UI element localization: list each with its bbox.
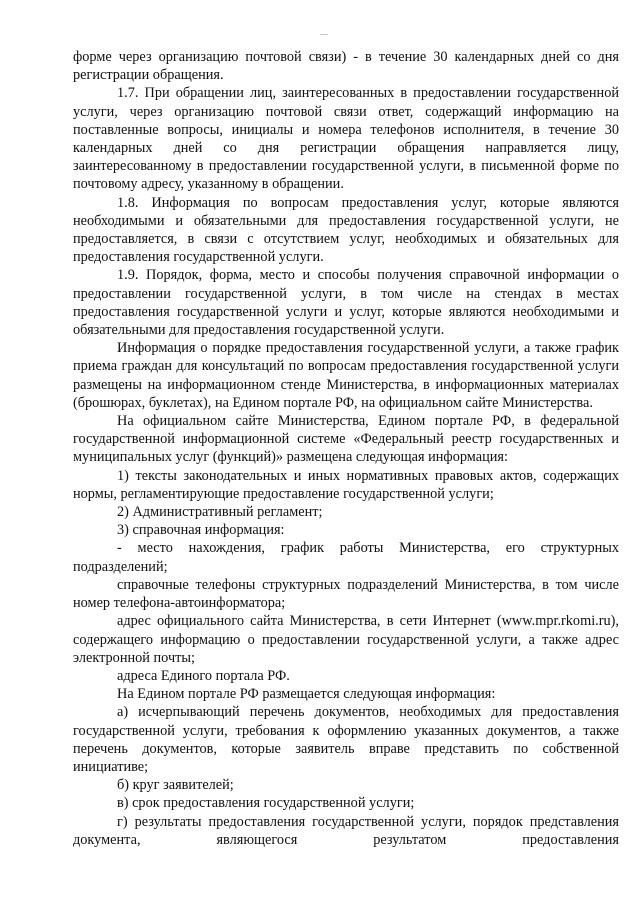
paragraph: 2) Административный регламент; bbox=[117, 504, 323, 521]
paragraph: - место нахождения, график работы Министерства, его структурных подразделений; bbox=[73, 540, 619, 575]
paragraph: 1) тексты законодательных и иных нормативных правовых актов, содержащих нормы, регламентирующие предоставление государственной услуги; bbox=[73, 467, 619, 502]
scan-artifact bbox=[320, 34, 328, 35]
document-page bbox=[73, 48, 619, 849]
paragraph: форме через организацию почтовой связи) - в течение 30 календарных дней со дня регистрации обращения. bbox=[73, 49, 619, 84]
paragraph: а) исчерпывающий перечень документов, необходимых для предоставления государственной услуги, требования к оформлению указанных документов, а также перечень документов, которые заявитель вправе представить по собственной инициативе; bbox=[73, 704, 619, 775]
paragraph: г) результаты предоставления государственной услуги, порядок представления документа, являющегося результатом предоставления bbox=[73, 813, 619, 848]
paragraph: 1.7. При обращении лиц, заинтересованных в предоставлении государственной услуги, через организацию почтовой связи ответ, содержащий информацию на поставленные вопросы, инициалы и номера телефонов исполнителя, в течение 30 календарных дней со дня регистрации обращения направляется лицу, заинтересованному в предоставлении государственной услуги, в письменной форме по почтовому адресу, указанному в обращении. bbox=[73, 85, 619, 193]
paragraph: На Едином портале РФ размещается следующая информация: bbox=[117, 686, 496, 703]
paragraph: 1.9. Порядок, форма, место и способы получения справочной информации о предоставлении государственной услуги, в том числе на стендах в местах предоставления государственной услуги и услуг, которые являются необходимыми и обязательными для предоставления государственной услуги. bbox=[73, 267, 619, 339]
paragraph: справочные телефоны структурных подразделений Министерства, в том числе номер телефона-автоинформатора; bbox=[73, 576, 619, 612]
paragraph: б) круг заявителей; bbox=[117, 777, 234, 794]
paragraph: адрес официального сайта Министерства, в сети Интернет (www.mpr.rkomi.ru), содержащего информацию о предоставлении государственной услуги, а также адрес электронной почты; bbox=[73, 613, 619, 666]
paragraph: в) срок предоставления государственной услуги; bbox=[117, 795, 415, 812]
paragraph: адреса Единого портала РФ. bbox=[117, 667, 290, 684]
paragraph: Информация о порядке предоставления государственной услуги, а также график приема граждан для консультаций по вопросам предоставления государственной услуги размещены на информационном стенде Министерства, в информационных материалах (брошюрах, буклетах), на Едином портале РФ, на официальном сайте Министерства. bbox=[73, 340, 619, 411]
paragraph: 3) справочная информация: bbox=[117, 522, 285, 539]
paragraph: 1.8. Информация по вопросам предоставления услуг, которые являются необходимыми и обязательными для предоставления государственной услуги, не предоставляется, в связи с отсутствием услуг, необходимых и обязательных для предоставления государственной услуги. bbox=[73, 194, 619, 266]
paragraph: На официальном сайте Министерства, Едином портале РФ, в федеральной государственной информационной системе «Федеральный реестр государственных и муниципальных услуг (функций)» размещена следующая информация: bbox=[73, 413, 619, 466]
